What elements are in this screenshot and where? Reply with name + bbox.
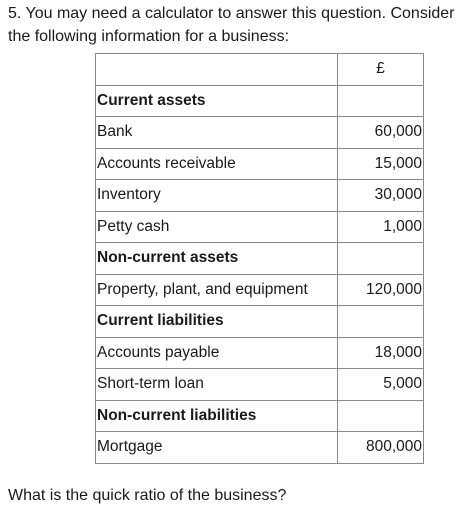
amount-cell	[338, 85, 424, 117]
table-row-petty-cash	[96, 211, 424, 243]
amount-cell: 800,000	[338, 432, 424, 464]
amount-cell: 60,000	[338, 117, 424, 149]
table-row-accounts-receivable	[96, 148, 424, 180]
table-row-property-plant-equipment	[96, 274, 424, 306]
section-heading: Non-current assets	[96, 243, 338, 275]
amount-cell: 5,000	[338, 369, 424, 401]
table-row-bank	[96, 117, 424, 149]
balance-table	[95, 53, 424, 464]
amount-cell: 120,000	[338, 274, 424, 306]
table-row-short-term-loan	[96, 369, 424, 401]
question-text: 5. You may need a calculator to answer this question. Consider the following information for a business:	[8, 5, 455, 45]
amount-cell	[338, 306, 424, 338]
header-label-cell	[96, 54, 338, 86]
table-row-inventory	[96, 180, 424, 212]
amount-cell: 18,000	[338, 337, 424, 369]
table-row-accounts-payable	[96, 337, 424, 369]
item-label: Accounts payable	[96, 337, 338, 369]
table-row-current-assets	[96, 85, 424, 117]
item-label: Mortgage	[96, 432, 338, 464]
amount-cell: 30,000	[338, 180, 424, 212]
item-label: Inventory	[96, 180, 338, 212]
item-label: Petty cash	[96, 211, 338, 243]
section-heading: Non-current liabilities	[96, 400, 338, 432]
section-heading: Current liabilities	[96, 306, 338, 338]
table-header-row	[96, 54, 424, 86]
amount-cell: 1,000	[338, 211, 424, 243]
amount-cell	[338, 400, 424, 432]
table-row-non-current-liabilities	[96, 400, 424, 432]
item-label: Accounts receivable	[96, 148, 338, 180]
amount-cell: 15,000	[338, 148, 424, 180]
table-row-current-liabilities	[96, 306, 424, 338]
amount-cell	[338, 243, 424, 275]
section-heading: Current assets	[96, 85, 338, 117]
table-row-non-current-assets	[96, 243, 424, 275]
item-label: Property, plant, and equipment	[96, 274, 338, 306]
item-label: Short-term loan	[96, 369, 338, 401]
table-row-mortgage	[96, 432, 424, 464]
item-label: Bank	[96, 117, 338, 149]
currency-header: £	[338, 54, 424, 86]
follow-up-question: What is the quick ratio of the business?	[8, 487, 287, 504]
